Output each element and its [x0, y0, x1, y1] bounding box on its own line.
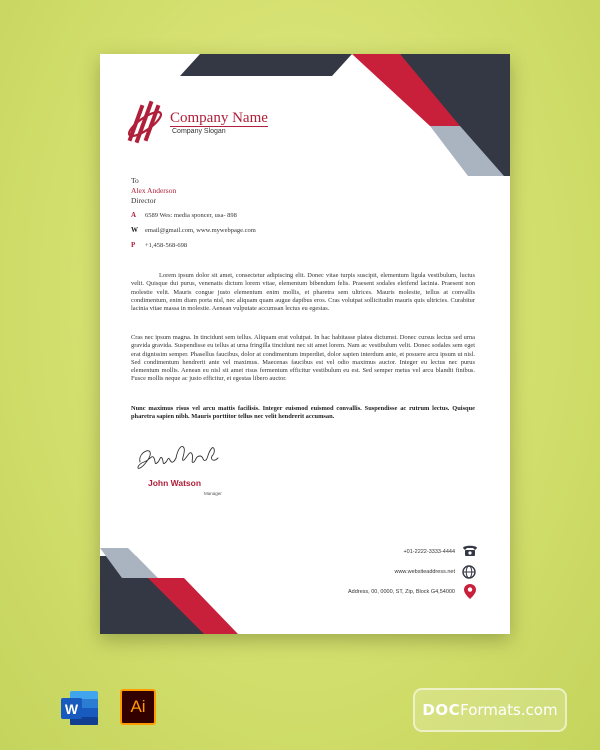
brand-part-formats: Formats.com	[460, 701, 558, 719]
address-letter: A	[131, 211, 137, 219]
body-paragraph-3	[131, 405, 475, 422]
contact-phone-row	[131, 241, 187, 249]
paragraph-text: Cras nec ipsum magna. In tincidunt sem tellus. Aliquam erat volutpat. In hac habitasse platea dictumst. Donec cursus lectus sed urna gravida gravida. Suspendisse eu tellus at urna fringilla tincidunt nec sit amet lorem. Nam ac vestibulum velit. Donec sodales sem eget erat dignissim semper. Phasellus faucibus, dolor at condimentum imperdiet, dolor sapien interdum ante, et posuere arcu ipsum ut nisl. Sed condimentum hendrerit ante vel maximus. Maecenas faucibus est vel odio maximus auctor. Integer eu lectus nec purus elementum mollis. Aenean eu nisl sit amet risus fermentum efficitur vestibulum eu est. Sed semper metus vel arcu blandit finibus. Fusce mollis neque ac justo efficitur, et egestas libero auctor.	[131, 334, 475, 383]
recipient-name: Alex Anderson	[131, 186, 177, 195]
word-icon[interactable]	[60, 689, 100, 727]
recipient-block	[131, 176, 176, 206]
to-label: To	[131, 176, 139, 185]
brand-part-doc: DOC	[422, 701, 461, 719]
paragraph-text: Nunc maximus risus vel arcu mattis facilisis. Integer euismod euismod convallis. Suspendisse ac rutrum lectus. Quisque pharetra sapien nibh. Mauris porttitor tellus nec velit hendrerit accumsan.	[131, 405, 475, 421]
contact-address-row	[131, 211, 237, 219]
recipient-title: Director	[131, 196, 156, 205]
signer-title: Manager	[204, 491, 222, 496]
body-paragraph-2	[131, 334, 475, 384]
phone-letter: P	[131, 241, 136, 249]
company-name: Company Name	[170, 110, 268, 126]
footer-website-text: www.websiteaddress.net	[394, 569, 455, 575]
phone-text: +1,458-568-698	[145, 241, 188, 249]
globe-icon	[462, 565, 476, 579]
signature-text: John Marston	[134, 427, 222, 444]
footer-address-text: Address, 00, 0000, ST, Zip, Block G4,54000	[347, 589, 455, 595]
svg-text:W: W	[64, 701, 79, 717]
handwritten-signature	[134, 427, 224, 476]
web-text: email@gmail.com, www.mywebpage.com	[145, 226, 256, 234]
address-text: 6589 Wes: media sponcer, usa- 898	[145, 211, 237, 219]
signer-name: John Watson	[148, 478, 202, 488]
telephone-icon	[462, 544, 478, 557]
paragraph-text: Lorem ipsum dolor sit amet, consectetur adipiscing elit. Donec vitae turpis suscipit, elementum ligula vestibulum, luctus velit. Quisque dui purus, venenatis dictum lorem vitae, elementum bibendum felis. Praesent sodales eleifend lacinia. Praesent non molestie velit. Mauris congue justo elementum enim mollis, et pharetra sem ultrices. Mauris molestie, tellus at convallis condimentum, enim diam porta nisl, nec aliquam quam augue dapibus eros. Cras volutpat sollicitudin mauris quis ultricies. Curabitur lacinia vitae massa in molestie. Aenean vulputate accumsan lectus eu egestas.	[131, 272, 475, 313]
contact-web-row	[131, 226, 256, 234]
docformats-brand-badge[interactable]	[413, 688, 567, 732]
illustrator-icon[interactable]	[120, 689, 156, 725]
bottom-left-corner-decoration	[100, 548, 250, 634]
company-logo-icon	[124, 98, 166, 150]
location-pin-icon	[464, 584, 476, 599]
footer-phone-text: +01-2222-3333-4444	[403, 549, 455, 555]
web-letter: W	[131, 226, 138, 234]
letterhead-page	[100, 54, 510, 634]
illustrator-label: Ai	[130, 697, 146, 716]
company-slogan: Company Slogan	[172, 128, 226, 135]
body-paragraph-1	[131, 272, 475, 313]
